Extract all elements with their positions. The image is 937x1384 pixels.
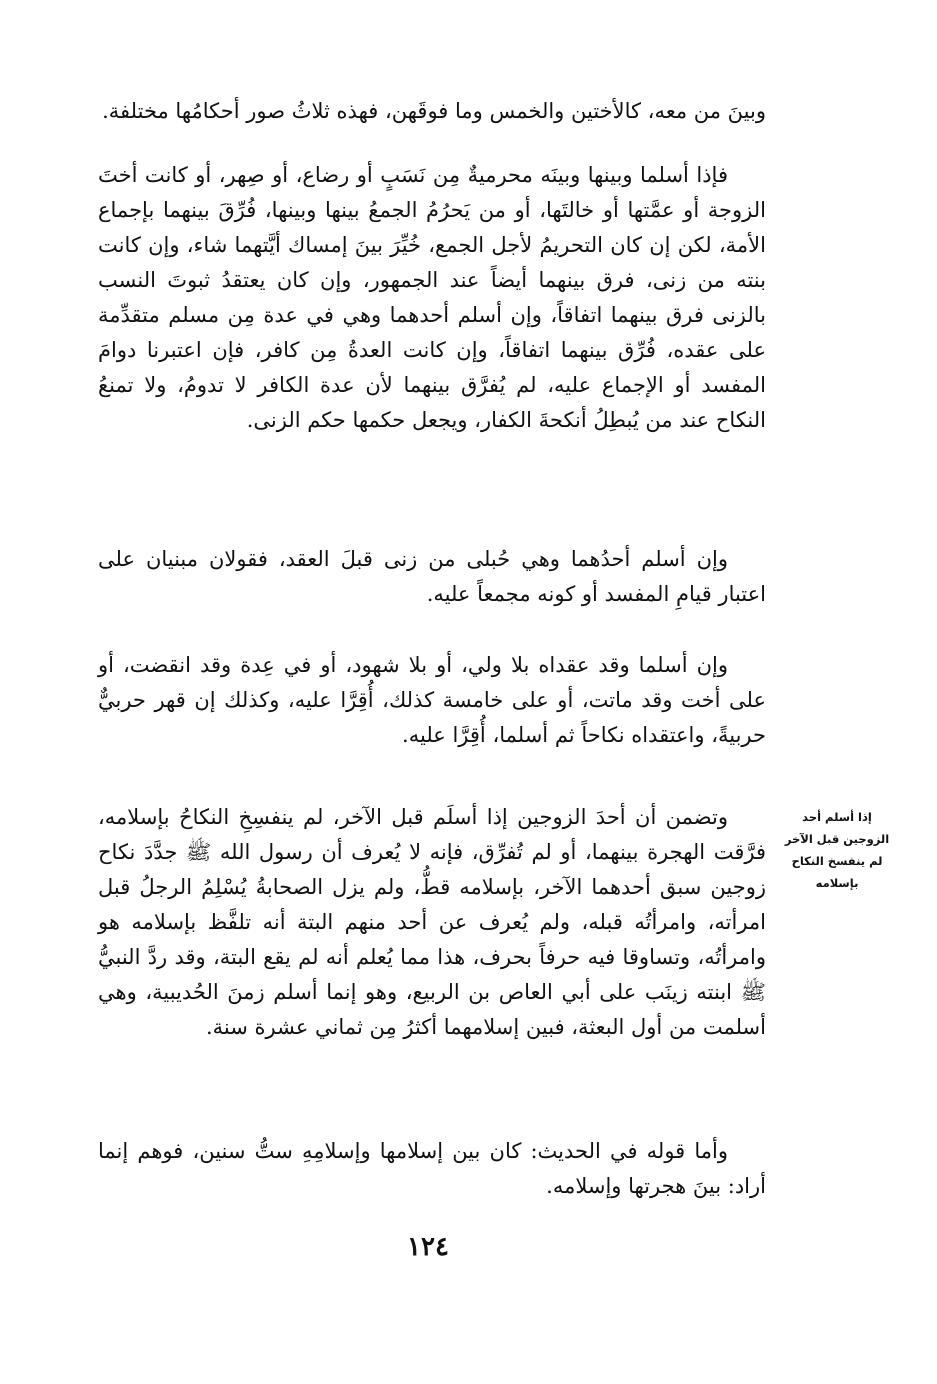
paragraph-3	[98, 648, 766, 753]
continuation-line: وبينَ من معه، كالأختين والخمس وما فوقَهن، فهذه ثلاثُ صور أحكامُها مختلفة.	[102, 99, 766, 123]
page-number: ١٢٤	[407, 1232, 449, 1262]
top-line	[98, 94, 766, 129]
paragraph-text: فإذا أسلما وبينها وبينَه محرميةٌ مِن نَسَبٍ أو رضاع، أو صِهر، أو كانت أختَ الزوجة أو عمَّتها أو خالتَها، أو من يَحرُمُ الجمعُ بينها وبينها، فُرِّقَ بينهما بإجماع الأمة، لكن إن كان التحريمُ لأجل الجمع، خُيِّرَ بينَ إمساك أيَّتهما شاء، وإن كانت بنته من زنى، فرق بينهما أيضاً عند الجمهور، وإن كان يعتقدُ ثبوتَ النسب بالزنى فرق بينهما اتفاقاً، وإن أسلم أحدهما وهي في عدة مِن مسلم متقدِّمة على عقده، فُرِّق بينهما اتفاقاً، وإن كانت العدةُ مِن كافر، فإن اعتبرنا دوامَ المفسد أو الإجماع عليه، لم يُفرَّق بينهما لأن عدة الكافر لا تدومُ، ولا تمنعُ النكاح عند من يُبطِلُ أنكحةَ الكفار، ويجعل حكمها حكم الزنى.	[98, 163, 766, 432]
margin-note: إذا أسلم أحد الزوجين قبل الآخر لم ينفسخ النكاح بإسلامه	[784, 810, 890, 890]
paragraph-1	[98, 158, 766, 438]
paragraph-text: وإن أسلما وقد عقداه بلا ولي، أو بلا شهود، أو في عِدة وقد انقضت، أو على أخت وقد ماتت، أو على خامسة كذلك، أُقِرَّا عليه، وكذلك إن قهر حربيٌّ حربيةً، واعتقداه نكاحاً ثم أسلما، أُقِرَّا عليه.	[98, 653, 766, 747]
paragraph-4	[98, 800, 766, 1045]
paragraph-5	[98, 1134, 766, 1204]
paragraph-text: وأما قوله في الحديث: كان بين إسلامها وإسلامِهِ ستُّ سنين، فوهم إنما أراد: بينَ هجرتها وإسلامه.	[98, 1139, 766, 1198]
paragraph-text: وإن أسلم أحدُهما وهي حُبلى من زنى قبلَ العقد، فقولان مبنيان على اعتبار قيامِ المفسد أو كونه مجمعاً عليه.	[98, 547, 766, 606]
paragraph-2	[98, 542, 766, 612]
paragraph-text: وتضمن أن أحدَ الزوجين إذا أسلَم قبل الآخر، لم ينفسِخِ النكاحُ بإسلامه، فرَّقت الهجرة بينهما، أو لم تُفرِّق، فإنه لا يُعرف أن رسول الله ﷺ جدَّدَ نكاح زوجين سبق أحدهما الآخر، بإسلامه قطُّ، ولم يزل الصحابةُ يُسْلِمُ الرجلُ قبل امرأته، وامرأتُه قبله، ولم يُعرف عن أحد منهم البتة أنه تلفَّظ بإسلامه هو وامرأتُه، وتساوقا فيه حرفاً بحرف، هذا مما يُعلم أنه لم يقع البتة، وقد ردَّ النبيُّ ﷺ ابنته زينَب على أبي العاص بن الربيع، وهو إنما أسلم زمنَ الحُديبية، وهي أسلمت من أول البعثة، فبين إسلامهما أكثرُ مِن ثماني عشرة سنة.	[98, 805, 766, 1039]
